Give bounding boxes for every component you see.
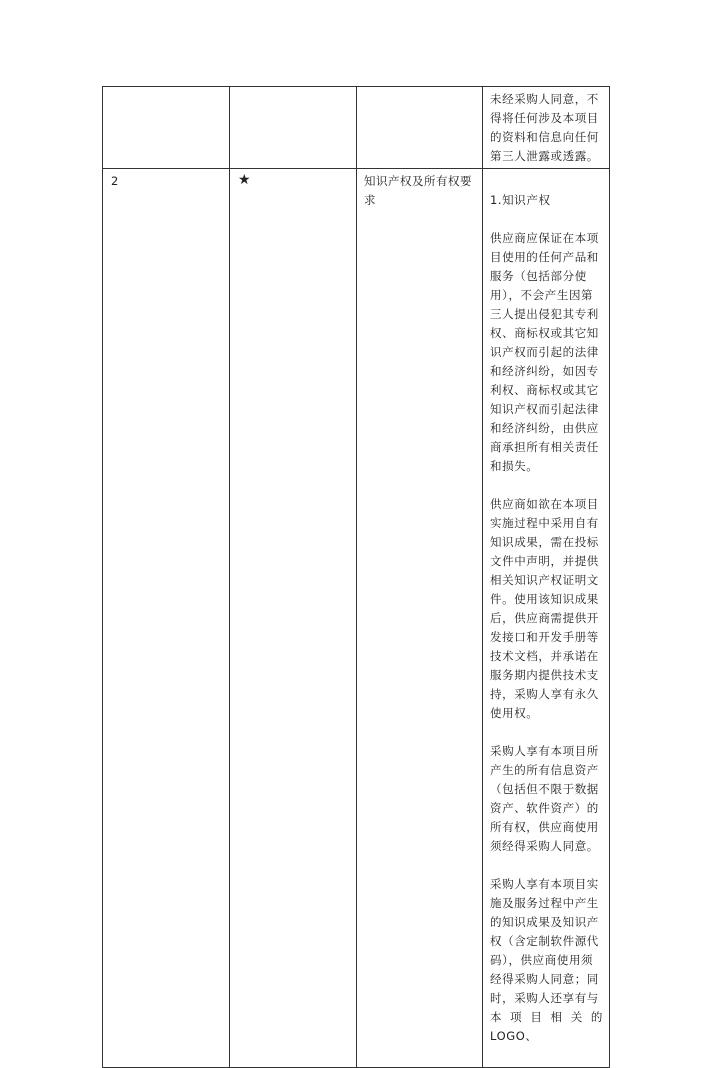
table-cell bbox=[483, 87, 610, 169]
paragraph: 采购人享有本项目实 施及服务过程中产生 的知识成果及知识产 权（含定制软件源代 码），供应商使用须 经得采购人同意；同 时，采购人还享有与 本项目相关的 LOGO、 bbox=[490, 877, 603, 1043]
table-row bbox=[103, 87, 610, 169]
paragraph: 采购人享有本项目所 产生的所有信息资产 （包括但不限于数据 资产、软件资产）的 所有权，供应商使用 须经得采购人同意。 bbox=[490, 744, 599, 853]
paragraph: 供应商如欲在本项目 实施过程中采用自有 知识成果，需在投标 文件中声明，并提供 相关知识产权证明文 件。使用该知识成果 后，供应商需提供开 发接口和开发手册等 技术文档，并承诺在 服务期内提供技术支 持，采购人享有永久 使用权。 bbox=[490, 497, 599, 720]
item-number: 2 bbox=[111, 174, 119, 188]
table-cell bbox=[483, 169, 610, 1068]
table-cell bbox=[103, 169, 230, 1068]
cell-text bbox=[357, 87, 482, 92]
confidentiality-text: 未经采购人同意，不 得将任何涉及本项目 的资料和信息向任何 第三人泄露或透露。 bbox=[490, 92, 599, 163]
table-cell bbox=[230, 87, 357, 169]
cell-text bbox=[230, 87, 356, 92]
table-row bbox=[103, 169, 610, 1068]
table-cell bbox=[357, 87, 483, 169]
requirement-content bbox=[483, 169, 609, 1067]
item-name: 知识产权及所有权要 求 bbox=[364, 174, 472, 207]
paragraph: 供应商应保证在本项 目使用的任何产品和 服务（包括部分使 用），不会产生因第 三人提出侵犯其专利 权、商标权或其它知 识产权而引起的法律 和经济纠纷，如因专 利权、商标权或其它 知识产权而引起法律 和经济纠纷，由供应 商承担所有相关责任 和损失。 bbox=[490, 231, 599, 473]
requirements-table bbox=[102, 86, 610, 1068]
section-heading: 1.知识产权 bbox=[490, 193, 551, 207]
table-cell bbox=[103, 87, 230, 169]
star-icon: ★ bbox=[238, 172, 251, 188]
cell-text bbox=[103, 87, 229, 92]
table-cell bbox=[230, 169, 357, 1068]
table-cell bbox=[357, 169, 483, 1068]
